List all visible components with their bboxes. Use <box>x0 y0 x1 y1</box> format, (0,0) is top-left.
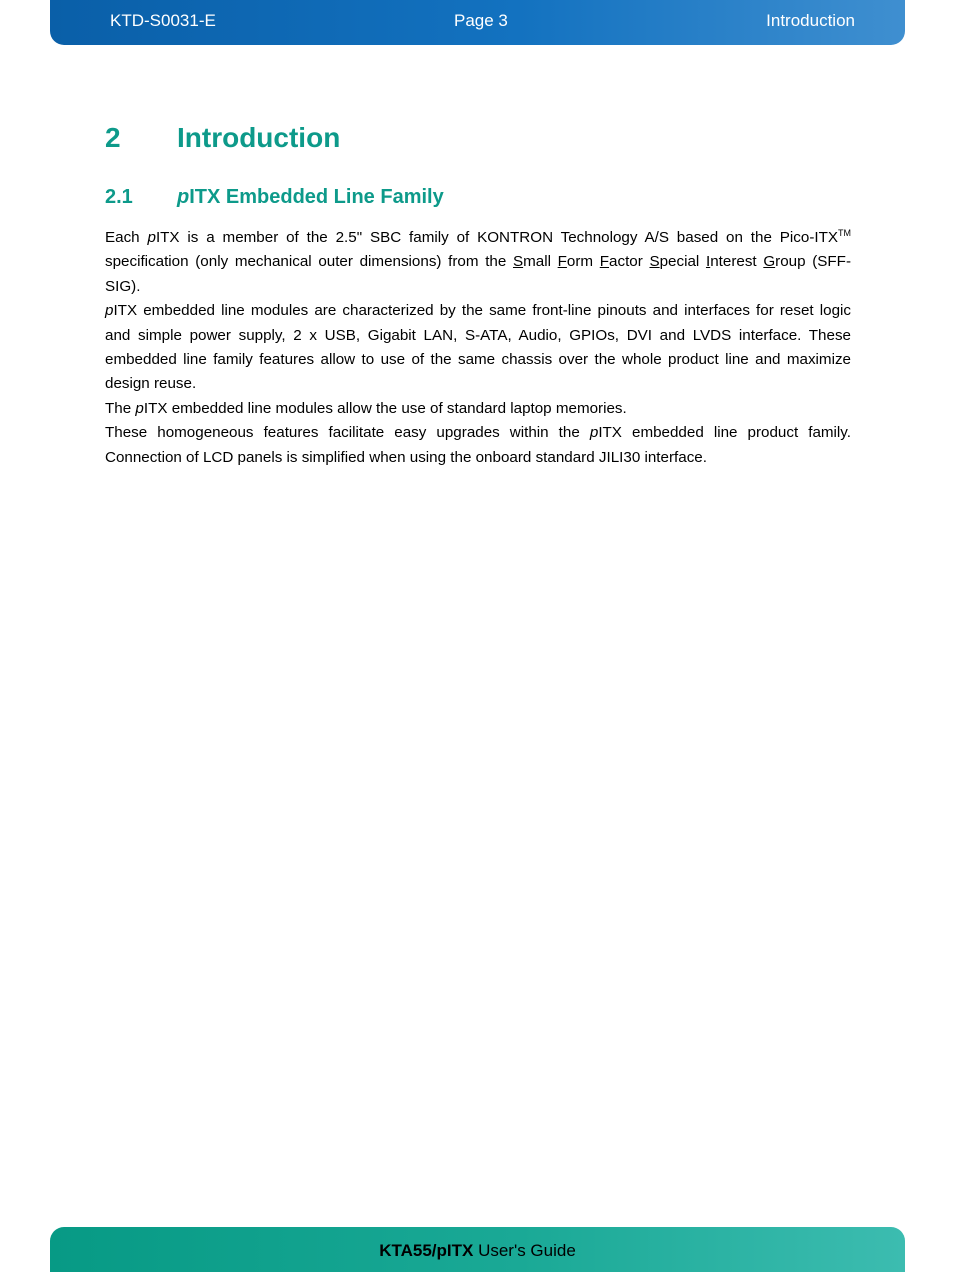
underlined-letter: S <box>649 253 660 271</box>
chapter-number: 2 <box>105 122 121 153</box>
italic-run: p <box>147 229 156 246</box>
footer-text <box>50 1241 905 1261</box>
header-page-number: Page 3 <box>454 11 508 30</box>
section-title-rest: ITX Embedded Line Family <box>189 186 444 208</box>
header-section-name: Introduction <box>766 11 855 30</box>
page-header <box>50 0 905 45</box>
text-run: pecial <box>659 253 706 271</box>
section-title-italic: p <box>177 186 190 208</box>
text-run: actor <box>609 253 650 271</box>
body-text <box>105 226 851 470</box>
paragraph-2 <box>105 299 851 397</box>
chapter-title: Introduction <box>177 122 341 153</box>
text-run: The <box>105 399 136 417</box>
header-doc-id: KTD-S0031-E <box>110 11 216 30</box>
text-run: mall <box>523 253 558 271</box>
page-footer <box>50 1227 905 1272</box>
chapter-heading <box>105 122 340 154</box>
underlined-letter: G <box>763 253 776 271</box>
italic-run: p <box>135 399 144 417</box>
paragraph-4 <box>105 421 851 470</box>
section-heading <box>105 186 444 209</box>
text-run: orm <box>566 253 600 271</box>
underlined-letter: F <box>599 253 610 271</box>
text-run: roup (SFF-SIG). <box>105 253 852 295</box>
trademark-superscript: TM <box>838 228 852 238</box>
paragraph-1 <box>105 226 851 299</box>
paragraph-3 <box>105 397 851 421</box>
italic-run: p <box>589 424 599 442</box>
text-run: ITX embedded line modules allow the use of standard laptop memories. <box>143 399 627 417</box>
text-run: specification (only mechanical outer dimensions) from the <box>105 253 513 271</box>
underlined-letter: S <box>512 253 524 271</box>
footer-guide-label: User's Guide <box>473 1241 576 1260</box>
text-run: ITX embedded line product family. Connection of LCD panels is simplified when using the onboard standard JILI30 interface. <box>105 424 851 466</box>
text-run: ITX is a member of the 2.5" SBC family of KONTRON Technology A/S based on the Pico-ITX <box>155 229 839 246</box>
underlined-letter: F <box>557 253 567 271</box>
text-run: Each <box>105 229 148 246</box>
italic-run: p <box>105 302 114 320</box>
text-run: These homogeneous features facilitate easy upgrades within the <box>105 424 590 442</box>
section-number: 2.1 <box>105 186 133 208</box>
underlined-letter: I <box>705 253 711 271</box>
text-run: nterest <box>710 253 764 271</box>
text-run: ITX embedded line modules are characterized by the same front-line pinouts and interfaces for reset logic and simple power supply, 2 x USB, Gigabit LAN, S-ATA, Audio, GPIOs, DVI and LVDS interface. These embedded line family features allow to use of the same chassis over the whole product line and maximize design reuse. <box>105 302 851 393</box>
footer-product-name: KTA55/pITX <box>379 1241 474 1260</box>
